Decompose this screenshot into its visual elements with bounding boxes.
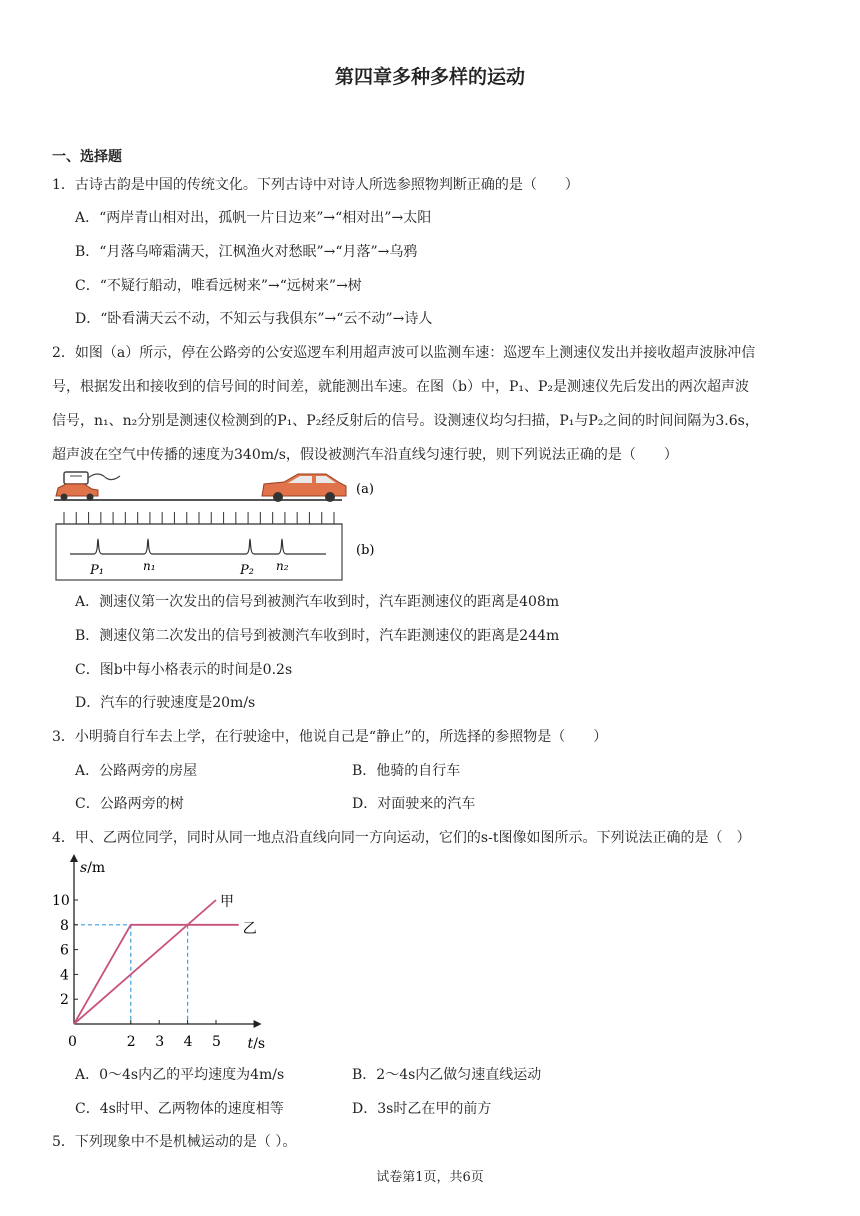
speed-radar-figure xyxy=(50,466,390,584)
page-footer: 试卷第1页，共6页 xyxy=(376,1170,484,1185)
section-heading: 一、选择题 xyxy=(52,149,122,165)
q3-option-d: D．对面驶来的汽车 xyxy=(352,796,476,812)
series-line-jia xyxy=(74,900,216,1024)
car-icon xyxy=(262,474,346,502)
question-2-line-2: 号，根据发出和接收到的信号间的时间差，就能测出车速。在图（b）中，P₁、P₂是测速仪先后发出的两次超声波 xyxy=(52,379,750,395)
q2-option-b: B．测速仪第二次发出的信号到被测汽车收到时，汽车距测速仪的距离是244m xyxy=(75,628,560,644)
q3-option-b: B．他骑的自行车 xyxy=(352,763,461,779)
question-5-stem: 5．下列现象中不是机械运动的是（ ）。 xyxy=(52,1134,297,1150)
q1-option-b: B．“月落乌啼霜满天，江枫渔火对愁眠”→“月落”→乌鸦 xyxy=(75,244,418,260)
signal-label-n1: n₁ xyxy=(143,559,156,573)
y-tick-label: 4 xyxy=(60,967,69,984)
y-axis-arrow xyxy=(70,854,78,862)
q1-option-d: D．“卧看满天云不动，不知云与我俱东”→“云不动”→诗人 xyxy=(75,311,433,327)
signal-label-n2: n₂ xyxy=(276,559,289,573)
q4-option-a: A．0～4s内乙的平均速度为4m/s xyxy=(75,1067,285,1083)
x-tick-label: 2 xyxy=(126,1034,136,1050)
series-line-yi xyxy=(74,925,239,1024)
police-car-icon xyxy=(56,472,120,501)
series-label-yi: 乙 xyxy=(242,920,257,937)
y-tick-label: 2 xyxy=(60,992,69,1009)
origin-tick-label: 0 xyxy=(68,1034,77,1050)
fig-a-label: (a) xyxy=(356,482,374,497)
q1-option-a: A．“两岸青山相对出，孤帆一片日边来”→“相对出”→太阳 xyxy=(75,210,432,226)
signal-label-p2: P₂ xyxy=(240,563,254,578)
q2-option-c: C．图b中每小格表示的时间是0.2s xyxy=(75,662,293,678)
question-3-stem: 3．小明骑自行车去上学，在行驶途中，他说自己是“静止”的，所选择的参照物是（ ） xyxy=(52,729,608,745)
series-label-jia: 甲 xyxy=(220,894,234,910)
y-tick-label: 10 xyxy=(52,893,70,909)
q2-option-a: A．测速仪第一次发出的信号到被测汽车收到时，汽车距测速仪的距离是408m xyxy=(75,594,560,610)
question-2-line-4: 超声波在空气中传播的速度为340m/s，假设被测汽车沿直线匀速行驶，则下列说法正确的是（ ） xyxy=(52,447,678,463)
x-tick-label: 4 xyxy=(183,1034,193,1050)
question-4-stem: 4．甲、乙两位同学，同时从同一地点沿直线向同一方向运动，它们的s-t图像如图所示。下列说法正确的是（ ） xyxy=(52,830,751,846)
x-tick-label: 5 xyxy=(212,1034,221,1050)
x-tick-label: 3 xyxy=(155,1034,165,1050)
s-t-graph xyxy=(50,852,290,1058)
question-2-line-1: 2．如图（a）所示，停在公路旁的公安巡逻车利用超声波可以监测车速：巡逻车上测速仪发出并接收超声波脉冲信 xyxy=(52,345,756,361)
question-2-line-3: 信号，n₁、n₂分别是测速仪检测到的P₁、P₂经反射后的信号。设测速仪均匀扫描，P₁与P₂之间的时间间隔为3.6s， xyxy=(52,413,759,429)
x-axis-arrow xyxy=(254,1020,262,1028)
q3-option-a: A．公路两旁的房屋 xyxy=(75,763,198,779)
q4-option-b: B．2～4s内乙做匀速直线运动 xyxy=(352,1067,542,1083)
y-tick-label: 6 xyxy=(60,942,69,959)
y-axis-label: s/m xyxy=(80,860,106,876)
q3-option-c: C．公路两旁的树 xyxy=(75,796,184,812)
q2-option-d: D．汽车的行驶速度是20m/s xyxy=(75,695,256,711)
y-tick-label: 8 xyxy=(60,917,69,934)
x-axis-label: t/s xyxy=(247,1036,266,1052)
signal-label-p1: P₁ xyxy=(90,563,104,578)
question-1-stem: 1．古诗古韵是中国的传统文化。下列古诗中对诗人所选参照物判断正确的是（ ） xyxy=(52,177,579,193)
q4-option-c: C．4s时甲、乙两物体的速度相等 xyxy=(75,1101,284,1117)
q4-option-d: D．3s时乙在甲的前方 xyxy=(352,1101,492,1117)
page-title: 第四章多种多样的运动 xyxy=(334,66,525,88)
fig-b-label: (b) xyxy=(356,543,375,558)
q1-option-c: C．“不疑行船动，唯看远树来”→“远树来”→树 xyxy=(75,278,362,294)
